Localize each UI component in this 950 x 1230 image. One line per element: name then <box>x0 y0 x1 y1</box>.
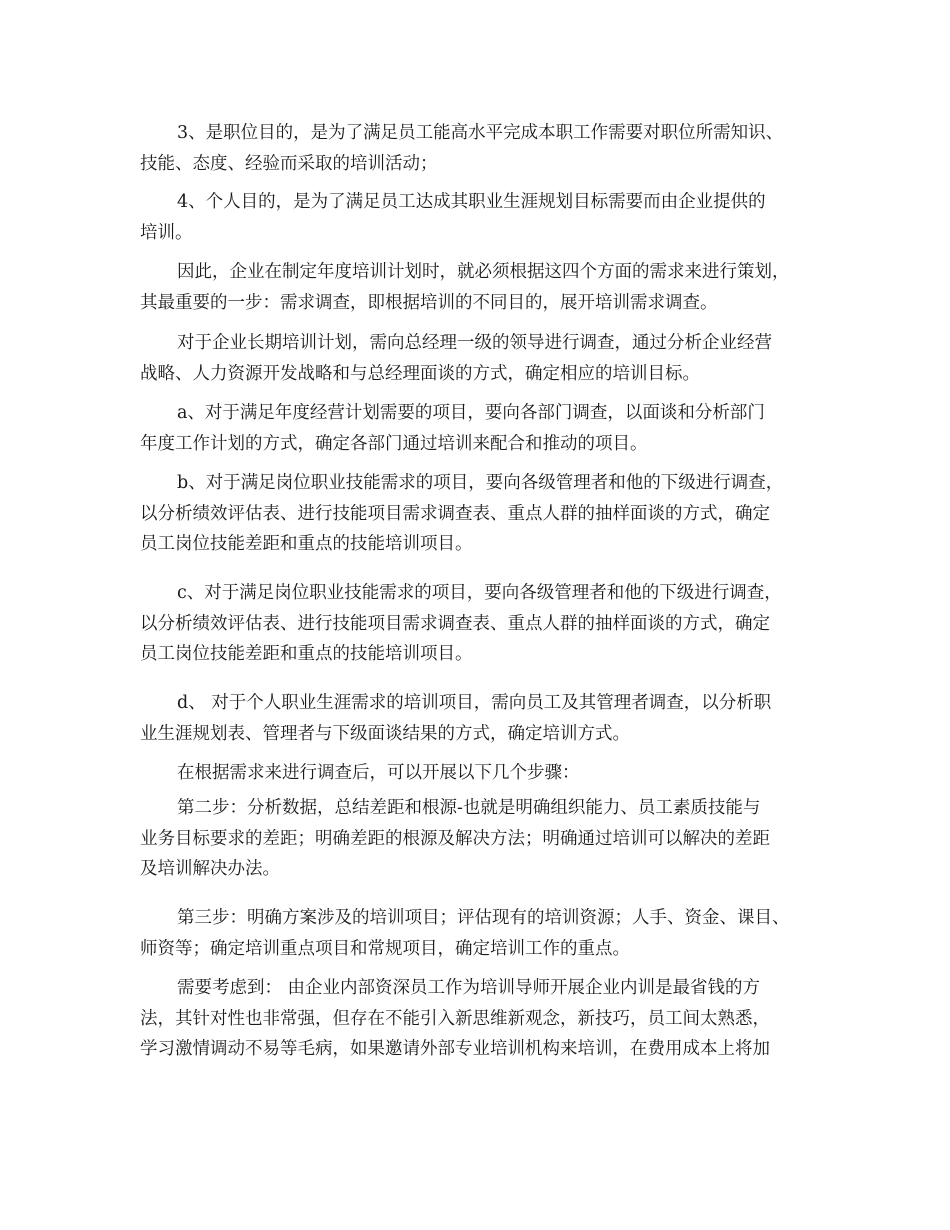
text-line: 技能、态度、经验而采取的培训活动； <box>140 153 438 174</box>
text-line: d、 对于个人职业生涯需求的培训项目，需向员工及其管理者调查，以分析职 <box>177 693 772 713</box>
text-line: 以分析绩效评估表、进行技能项目需求调查表、重点人群的抽样面谈的方式，确定 <box>140 503 770 524</box>
text-line: 对于企业长期培训计划，需向总经理一级的领导进行调查，通过分析企业经营 <box>177 333 772 353</box>
paragraph-item-c <box>140 578 820 670</box>
text-line: 第三步：明确方案涉及的培训项目；评估现有的培训资源；人手、资金、课目、 <box>177 908 790 928</box>
paragraph-personal-purpose <box>140 187 820 248</box>
text-line: 因此，企业在制定年度培训计划时，就必须根据这四个方面的需求来进行策划， <box>177 262 790 282</box>
text-line: 师资等；确定培训重点项目和常规项目，确定培训工作的重点。 <box>140 938 630 959</box>
text-line: 年度工作计划的方式，确定各部门通过培训来配合和推动的项目。 <box>140 433 648 454</box>
text-line: 4、个人目的，是为了满足员工达成其职业生涯规划目标需要而由企业提供的 <box>177 192 766 212</box>
text-line: 员工岗位技能差距和重点的技能培训项目。 <box>140 644 473 665</box>
text-line: 3、是职位目的，是为了满足员工能高水平完成本职工作需要对职位所需知识、 <box>177 123 784 143</box>
text-line: 员工岗位技能差距和重点的技能培训项目。 <box>140 534 473 555</box>
paragraph-next-steps <box>140 758 820 789</box>
text-line: 培训。 <box>140 222 193 243</box>
paragraph-needs-survey <box>140 257 820 318</box>
paragraph-job-purpose <box>140 118 820 179</box>
paragraph-considerations <box>140 973 820 1065</box>
text-line: 业生涯规划表、管理者与下级面谈结果的方式，确定培训方式。 <box>140 723 630 744</box>
text-line: 学习激情调动不易等毛病，如果邀请外部专业培训机构来培训，在费用成本上将加 <box>140 1039 770 1060</box>
paragraph-item-a <box>140 398 820 459</box>
text-line: 需要考虑到： 由企业内部资深员工作为培训导师开展企业内训是最省钱的方 <box>177 978 761 998</box>
text-line: 战略、人力资源开发战略和与总经理面谈的方式，确定相应的培训目标。 <box>140 363 700 384</box>
text-line: b、对于满足岗位职业技能需求的项目，要向各级管理者和他的下级进行调查， <box>177 473 784 493</box>
text-line: 法，其针对性也非常强，但存在不能引入新思维新观念，新技巧，员工间太熟悉， <box>140 1008 770 1029</box>
paragraph-step-two <box>140 793 820 885</box>
paragraph-item-d <box>140 688 820 749</box>
paragraph-long-term-plan <box>140 328 820 389</box>
text-line: 在根据需求来进行调查后，可以开展以下几个步骤： <box>177 763 580 783</box>
text-line: 及培训解决办法。 <box>140 859 280 880</box>
text-line: c、对于满足岗位职业技能需求的项目，要向各级管理者和他的下级进行调查， <box>177 583 782 603</box>
text-line: a、对于满足年度经营计划需要的项目，要向各部门调查，以面谈和分析部门 <box>177 403 765 423</box>
paragraph-step-three <box>140 903 820 964</box>
paragraph-item-b <box>140 468 820 560</box>
text-line: 第二步：分析数据，总结差距和根源-也就是明确组织能力、员工素质技能与 <box>177 798 761 818</box>
text-line: 业务目标要求的差距；明确差距的根源及解决方法；明确通过培训可以解决的差距 <box>140 828 770 849</box>
text-line: 其最重要的一步：需求调查，即根据培训的不同目的，展开培训需求调查。 <box>140 292 718 313</box>
text-line: 以分析绩效评估表、进行技能项目需求调查表、重点人群的抽样面谈的方式，确定 <box>140 613 770 634</box>
